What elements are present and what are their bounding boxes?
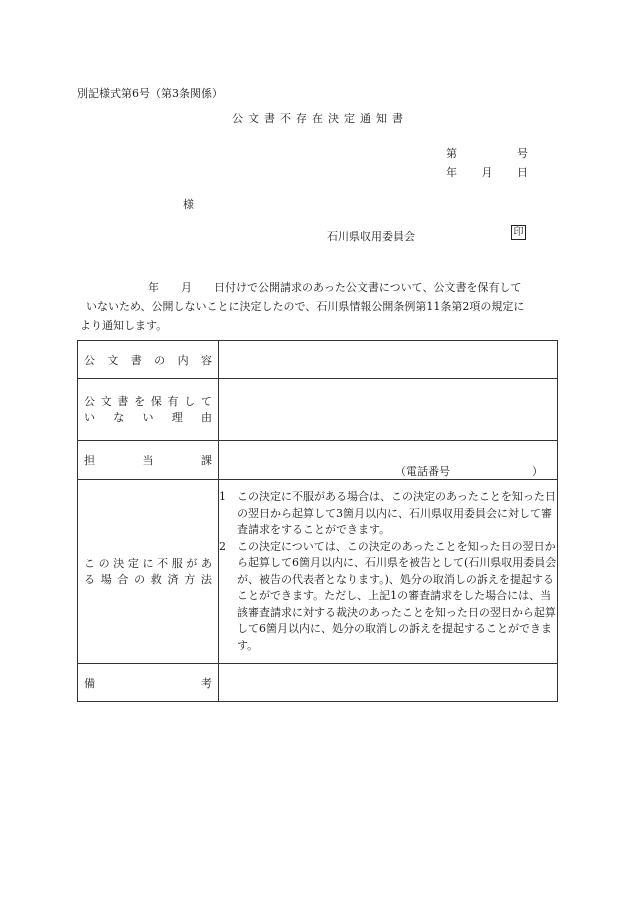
reason-value-cell [219,379,558,441]
phone-label: （電話番号 [395,465,450,478]
remedy-label-line-1: こ の 決 定 に 不 服 が あ [84,556,212,570]
phone-close: ） [532,465,543,478]
remedy-item-1-text: この決定に不服がある場合は、この決定のあったことを知った日の翌日から起算して3箇月以内に、石川県収用委員会に対して審査請求をすることができます。 [237,490,556,536]
body-line-2: いないため、公開しないことに決定したので、石川県情報公開条例第11条第2項の規定に [86,300,525,313]
body-line-1: 年 月 日付けで公開請求のあった公文書について、公文書を保有して [148,281,522,294]
remedy-label-cell [78,480,219,664]
form-number: 別記様式第6号（第3条関係） [77,87,223,100]
document-date-line [446,164,528,180]
content-label-cell [78,341,219,379]
addressee-suffix: 様 [183,198,194,211]
reason-label-cell [78,379,219,441]
reason-label-line-2: い な い 理 由 [84,410,212,424]
number-prefix: 第 [446,147,457,160]
staff-value-cell [219,441,558,480]
table-row-staff [78,441,558,480]
notice-table [77,340,558,702]
remedy-item-2 [219,539,557,655]
document-title: 公文書不存在決定通知書 [232,112,408,125]
remedy-label-line-2: る 場 合 の 救 済 方 法 [84,572,212,586]
table-row-content [78,341,558,379]
phone-field [219,441,557,479]
date-month: 月 [481,166,493,179]
table-row-remedy [78,480,558,664]
number-suffix: 号 [517,147,528,160]
remedy-item-2-number: 2 [219,539,226,553]
notice-body [80,278,558,335]
seal-mark: 印 [511,225,526,240]
issuer-name: 石川県収用委員会 [327,230,415,243]
staff-label: 担 当 課 [84,454,212,467]
remarks-value-cell [219,664,558,702]
remarks-label-cell [78,664,219,702]
body-line-3: より通知します。 [80,319,168,332]
staff-label-cell [78,441,219,480]
remedy-item-2-text: この決定については、この決定のあったことを知った日の翌日から起算して6箇月以内に、石川県を被告として(石川県収用委員会が、被告の代表者となります。)、処分の取消しの訴えを提起することができます。ただし、上記1の審査請求をした場合には、当該審査請求に対する裁決のあったことを知った日の翌日から起算して6箇月以内に、処分の取消しの訴えを提起することができます。 [237,539,557,652]
remedy-item-1 [219,489,557,539]
remarks-label: 備 考 [84,676,212,690]
content-label: 公 文 書 の 内 容 [84,353,212,367]
date-year: 年 [446,166,457,179]
remedy-text-cell [219,480,558,664]
table-row-remarks [78,664,558,702]
document-number-line [446,145,528,161]
reason-label-line-1: 公 文 書 を 保 有 し て [84,394,212,408]
remedy-item-1-number: 1 [219,490,226,503]
date-day: 日 [517,166,528,179]
content-value-cell [219,341,558,379]
table-row-reason [78,379,558,441]
